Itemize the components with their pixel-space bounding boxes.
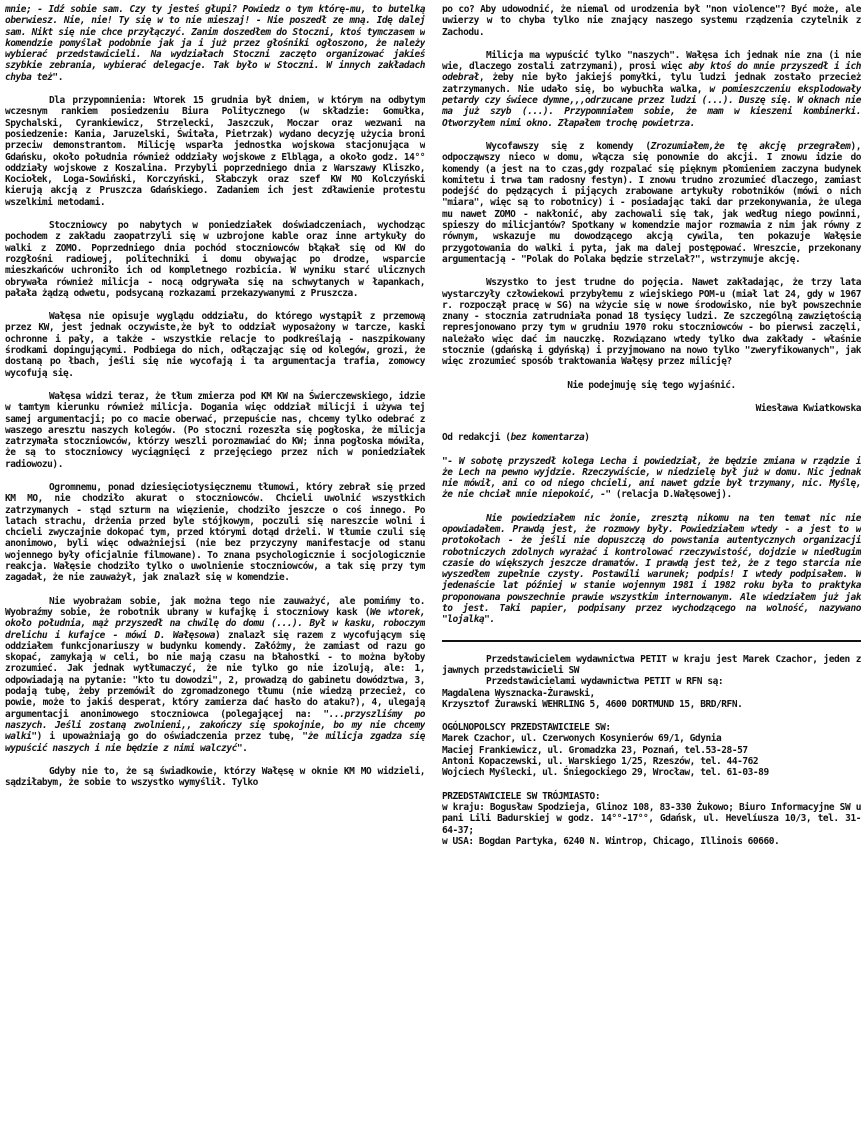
address-line: w USA: Bogdan Partyka, 6240 N. Wintrop, Chicago, Illinois 60660. <box>442 835 780 847</box>
text-run: Wszystko to jest trudne do pojęcia. Nawet zakładając, że trzy lata wystarczyły człowiekowi przybyłemu z wiejskiego POM-u (miał lat 24, gdy w 1967 r. rozpoczął pracę w SG) na wżycie się w nowe środowisko, nie był powszechnie znany - stocznia zatrudniała ponad 18 tysięcy ludzi. Ze szczególną zawziętością represjonowano przy tym w grudniu 1970 roku stoczniowców - bo pierwsi zaczęli, należało więc dać im nauczkę. Rozwiązano wtedy tylko dwa zakłady - właśnie stocznie (gdańską i gdyńską) i przyjmowano na nowo tylko "zweryfikowanych", jak więc zrozumieć sposób traktowania Wałęsy przez milicję? <box>442 277 861 368</box>
italic-run: Zrozumiałem,że tę akcję przegrałem <box>650 140 851 152</box>
text-run: Ogromnemu, ponad dziesięciotysięcznemu tłumowi, który zebrał się przed KM MO, nie chodziło akurat o stoczniowców. Chcieli uwolnić wszystkich zatrzymanych - stąd szturm na więzienie, chodziło jeszcze o coś innego. Po latach strachu, drżenia przed byle stójkowym, poczuli się nareszcie wolni i chcieli zwyczajnie dokopać tym, przed którymi dotąd drżeli. W tłumie czuli się anonimowo, byli więc odważniejsi (nie bez przyczyny manifestacje od stanu wojennego były oficjalnie filmowane). To znana psychologicznie i socjologicznie reakcja. Wałęsie chodziło tylko o uwolnienie stoczniowców, a tak się przy tym zagadał, że nie zauważył, jak znalazł się w komendzie. <box>5 481 425 584</box>
editorial-suffix: ) <box>584 432 590 444</box>
paragraph <box>442 380 861 391</box>
address-line: Maciej Frankiewicz, ul. Gromadzka 23, Poznań, tel.53-28-57 <box>442 744 748 756</box>
text-run: Nie wyobrażam sobie, jak można tego nie zauważyć, ale pomińmy to. Wyobraźmy sobie, że robotnik ubrany w kufajkę i stoczniowy kask ( <box>5 595 425 618</box>
text-run: Wałęsa nie opisuje wyglądu oddziału, do którego wystąpił z przemową przez KW, jest jednak oczywiste,że był to oddział wyposażony w tarcze, kaski ochronne i pały, a także - wszystkie relacje to podkreślają - naszpikowany środkami dopingującymi. Podbiega do nich, odłączając się od kolegów, grozi, że dostaną po łbach, jeśli się nie wycofają i ta argumentacja trafia, zomowcy wycofują się. <box>5 311 425 379</box>
text-run: Gdyby nie to, że są świadkowie, którzy Wałęsę w oknie KM MO widzieli, sądziłabym, że sobie to wszystko wymyślił. Tylko <box>5 765 425 789</box>
italic-run: We wtorek, około południa, mąż przyszedł na chwilę do domu (...). Był w kasku, roboczym drelichu i kufajce - mówi D. Wałęsowa <box>5 606 425 641</box>
paragraph <box>442 4 861 38</box>
text-run: ) znalazł się razem z wycofującym się oddziałem funkcjonariuszy w budynku komendy. Załóżmy, że zamiast od razu go skopać, zamykają w celi, bo nie mają czasu na błahostki - to można byłoby zrozumieć. Jak jednak wytłumaczyć, że nie tylko go nie izolują, ale: 1, odpowiadają na pytanie: "kto tu dowodzi", 2, prowadzą do gabinetu dowództwa, 3, podają tubę, żeby przemówił do zgromadzonego tłumu (nie wiedzą przecież, co powie, może to jakiś desperat, który zamierza dać hasło do ataku?), 4, ulegają argumentacji anonimowego stoczniowca (polegającej na: " <box>5 629 425 720</box>
section-heading: PRZEDSTAWICIELE SW TRÓJMIASTO: <box>442 790 601 802</box>
italic-run: ...przyszliśmy po naszych. Jeśli zostaną zwolnieni,, zakończy się spokojnie, bo my nie chcemy walki <box>5 708 425 743</box>
text-run: Wycofawszy się z komendy ( <box>486 140 651 152</box>
signature: Wiesława Kwiatkowska <box>755 402 861 414</box>
address-list <box>442 733 861 778</box>
italic-run: Nie powiedziałem nic żonie, zresztą nikomu na ten temat nic nie opowiadałem. Prawdą jest, że rozmowy były. Powiedziałem wtedy - a jest to w protokołach - że jeśli nie dopuszczą do powstania autentycznych organizacji robotniczych zdolnych wyrażać i kontrolować rzeczywistość, dojdzie w niedługim czasie do większych jeszcze dramatów. I prawdą jest też, że z tego starcia nie wyszedłem zupełnie czysty. Postawili warunek; podpis! I wtedy podpisałem. W jedenaście lat później w stanie wojennym 1981 i 1982 roku była to praktyka proponowana powszechnie prawie wszystkim internowanym. Ale wiedziałem już jak to jest. Taki papier, podpisany przez wychodzącego na wolność, nazywano "lojalką". <box>442 512 861 626</box>
paragraph <box>5 311 425 379</box>
text-run: (relacja D.Wałęsowej). <box>610 489 732 501</box>
text-run: Stoczniowcy po nabytych w poniedziałek doświadczeniach, wychodząc pochodem z zakładu zaopatrzyli się w uzbrojone kable oraz inne artykuły do walki z ZOMO. Poprzedniego dnia pochód stoczniowców błąkał się od KW do rozgłośni radiowej, politechniki i domu obywając po drodze, wsparcie mieszkańców uchroniło ich od kompletnego rozbicia. W wyniku starć ulicznych obrywała również milicja - nocą odgrywała się na schwytanych w łapankach, pałała żądzą odwetu, podsycaną rozkazami przekazywanymi z Pruszcza. <box>5 220 425 299</box>
address-line: Magdalena Wysznacka-Żurawski, <box>442 687 595 699</box>
address-list <box>442 802 861 847</box>
text-run: po co? Aby udowodnić, że niemal od urodzenia był "non violence"? Być może, ale uwierzy w to chyba tylko nie znający naszego systemu rządzenia czytelnik z Zachodu. <box>442 4 861 38</box>
paragraph <box>5 596 425 754</box>
text-run: , żeby nie było jakiejś pomyłki, tylu ludzi jednak zostało przecież zatrzymanych. Nie udało się, bo wybuchła walka, <box>442 72 861 95</box>
editorial-italic: bez komentarza <box>510 432 585 444</box>
text-run: Nie podejmuję się tego wyjaśnić. <box>567 379 736 391</box>
paragraph <box>5 482 425 584</box>
editorial-prefix: Od redakcji ( <box>442 432 511 444</box>
editorial-heading <box>442 432 861 443</box>
section-heading: OGÓLNOPOLSCY PRZEDSTAWICIELE SW: <box>442 722 611 734</box>
italic-run: "- W sobotę przyszedł kolega Lecha i powiedział, że będzie zmiana w rządzie i że Lech na pewno wyjdzie. Rzeczywiście, w niedzielę był już w domu. Nic jednak nie mówił, ani co od niego chcieli, ani nawet gdzie był trzymany, nic. Myślę, że nie chciał mnie niepokoić, -" <box>442 455 861 501</box>
address-line: Antoni Kopaczewski, ul. Warskiego 1/25, Rzeszów, tel. 44-762 <box>442 756 759 768</box>
paragraph <box>5 766 425 789</box>
editorial-quote <box>442 513 861 626</box>
text-run: Wałęsa widzi teraz, że tłum zmierza pod KM KW na Świerczewskiego, idzie w tamtym kierunku również milicja. Dogania więc oddział milicji i używa tej samej argumentacji; po co macie oberwać, przepuście nas, chcemy tylko odebrać z waszego aresztu naszych kolegów. (Po stoczni rozeszła się pogłoska, że milicja zatrzymała stoczniowców, którzy weszli porozmawiać do KW; inna pogłoska mówiła, że są to stoczniowcy wyciągnięci z przejęciego przez nich w poniedziałek radiowozu). <box>5 390 425 470</box>
text-run: ". <box>236 742 248 754</box>
address-line: Wojciech Myślecki, ul. Śniegockiego 29, Wrocław, tel. 61-03-89 <box>442 767 769 779</box>
text-run: ") i upoważniają go do oświadczenia przez tubę, " <box>31 731 308 743</box>
divider <box>442 640 861 642</box>
paragraph <box>442 141 861 265</box>
paragraph <box>442 277 861 367</box>
address-line: Marek Czachor, ul. Czerwonych Kosynierów 69/1, Gdynia <box>442 733 722 745</box>
publisher-note: Przedstawicielami wydawnictwa PETIT w RFN są: <box>486 676 724 688</box>
paragraph <box>5 391 425 470</box>
right-column <box>442 4 861 1132</box>
italic-run: aby ktoś do mnie przyszedł i ich odebrał <box>442 61 861 84</box>
publisher-note: Przedstawicielem wydawnictwa PETIT w kraju jest Marek Czachor, jeden z jawnych przedstawicieli SW <box>442 653 861 676</box>
text-run: Milicja ma wypuścić tylko "naszych". Wałęsa ich jednak nie zna (i nie wie, dlaczego zostali zatrzymani), prosi więc <box>442 49 861 73</box>
italic-run: że milicja zgadza się wypuścić naszych i nie będzie z nimi walczyć <box>5 731 425 754</box>
left-column <box>5 4 425 1132</box>
text-run: . <box>57 71 63 83</box>
paragraph <box>5 95 425 208</box>
paragraph <box>5 220 425 299</box>
italic-run: w pomieszczeniu eksplodowały petardy czy świece dymne,,,odrzucane przez ludzi (...). Duszę się. W oknach nie ma już szyb (...). Przypomniałem sobie, że mam w kieszeni kombinerki. Otworzyłem nimi okno. Złapałem trochę powietrza. <box>442 83 861 129</box>
paragraph <box>5 4 425 83</box>
address-line: Krzysztof Żurawski WEHRLING 5, 4600 DORTMUND 15, BRD/RFN. <box>442 698 743 710</box>
paragraph <box>442 50 861 129</box>
text-run: ), odpocząwszy nieco w domu, włącza się ponownie do akcji. I znowu idzie do komendy (a jest na to czas,gdy rozpalać się pięknym płomieniem zaczyna budynek komitetu i trwa tam radosny festyn). I znowu trudno zrozumieć dlaczego, zamiast podejść do pędzących i pijących zrabowane artykuły robotników (mówi o nich "miara", więc są to robotnicy) i - posiadając taki dar przekonywania, że ulega mu nawet ZOMO - nakłonić, aby zachowali się tak, jak według niego powinni, spieszy do milicjantów? Spotkany w komendzie major rozmawia z nim jak równy z równym, wskazuje mu dowodzącego akcją cywila, ten pokazuje Wałęsie przygotowania do walki i pyta, jak ma dalej postępować. Wreszcie, przekonany argumentacją - "Polak do Polaka będzie strzelał?", wstrzymuje akcję. <box>442 140 861 265</box>
italic-run: mnie; - Idź sobie sam. Czy ty jesteś głupi? Powiedz o tym którę-mu, to butelką oberwiesz. Nie, nie! Ty się w to nie mieszaj! - Nie poszedł ze mną. Idę dalej sam. Nikt się nie chce przyłączyć. Zanim doszedłem do Stoczni, ktoś tymczasem w komendzie pomyślał podobnie jak ja i już przez głośniki ogłoszono, że należy wybierać przedstawicieli. Na wydziałach Stoczni zaczęto organizować jakieś szybkie zebrania, wybierać delegacje. Tak było w Stoczni. W innych zakładach chyba też" <box>5 4 425 83</box>
address-line: w kraju: Bogusław Spodzieja, Glinoz 108, 83-330 Żukowo; Biuro Informacyjne SW u pani Lili Badurskiej w godz. 14°°-17°°, Gdańsk, ul. Hevelíusza 10/3, tel. 31-64-37; <box>442 801 861 836</box>
text-run: Dla przypomnienia: Wtorek 15 grudnia był dniem, w którym na odbytym wczesnym rankiem posiedzeniu Biura Politycznego (w składzie: Gomułka, Spychalski, Cyrankiewicz, Strzelecki, Jaszczuk, Moczar oraz wezwani na posiedzenie: Kania, Jaruzelski, Świtała, Pietrzak) wydano decyzję użycia broni przeciw demonstrantom. Milicję wsparła jednostka wojskowa stacjonująca w Gdańsku, około południa również oddziały wojskowe z Elbląga, a około godz. 14°° oddziały wojskowe z Koszalina. Przybyli poprzedniego dnia z Warszawy Kliszko, Kociołek, Loga-Sowiński, Korczyński, Słabczyk oraz szef KW MO Kolczyński kierują akcją z Pruszcza Gdańskiego. Zadaniem ich jest zdławienie protestu wszelkimi metodami. <box>5 95 425 208</box>
editorial-quote <box>442 456 861 501</box>
